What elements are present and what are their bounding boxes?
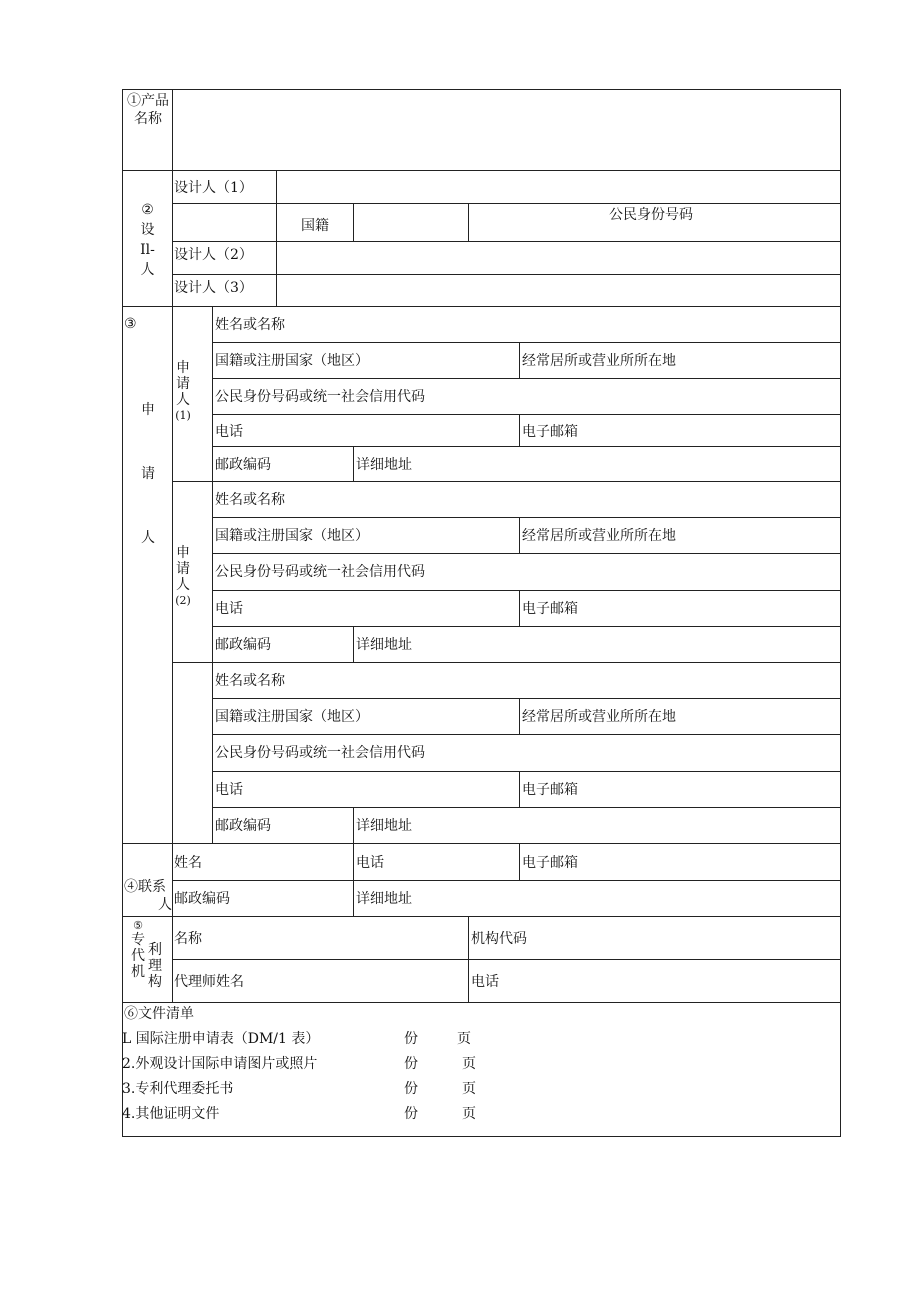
designer-id-label: 公民身份号码	[609, 207, 693, 223]
applicant-2-name-cell[interactable]	[212, 481, 841, 518]
product-label: ①产品名称	[127, 93, 169, 127]
applicant-1-name-cell[interactable]	[212, 306, 841, 343]
agency-number: ⑤	[133, 919, 143, 932]
designer-section-label-cell	[122, 170, 173, 307]
applicant-1-label-cell	[172, 306, 213, 482]
designer-1-field[interactable]	[276, 170, 841, 204]
applicant-1-id-label: 公民身份号码或统一社会信用代码	[215, 389, 425, 405]
contact-postal-label: 邮政编码	[174, 891, 230, 907]
applicant-2-char-2: 请	[176, 561, 190, 577]
designer-nationality-field[interactable]	[353, 203, 469, 242]
designer-label-1: ②	[141, 202, 154, 218]
applicant-2-phone-cell[interactable]	[212, 590, 520, 627]
file-item-4-pages[interactable]: 页	[462, 1106, 476, 1122]
designer-2-label-cell	[172, 241, 277, 275]
applicant-2-char-1: 申	[176, 545, 190, 561]
applicant-3-residence-label: 经常居所或营业所所在地	[522, 709, 676, 725]
contact-label-a: ④联系	[124, 879, 166, 895]
file-item-1-label: L 国际注册申请表（DM/1 表）	[122, 1031, 320, 1047]
designer-label-3: Il-	[140, 242, 155, 258]
agency-name-cell[interactable]	[172, 916, 469, 960]
applicant-2-id-cell[interactable]	[212, 553, 841, 591]
applicant-3-postal-label: 邮政编码	[215, 818, 271, 834]
applicant-2-address-label: 详细地址	[356, 637, 412, 653]
agency-agent-name-label: 代理师姓名	[174, 974, 244, 990]
applicant-2-email-label: 电子邮箱	[522, 601, 578, 617]
applicant-3-phone-label: 电话	[215, 782, 243, 798]
file-item-3-copies[interactable]: 份	[404, 1081, 418, 1097]
contact-label-cell	[122, 843, 173, 917]
designer-id-cell	[468, 203, 841, 242]
agency-col2-char-3: 构	[148, 974, 162, 990]
applicant-1-country-cell[interactable]	[212, 342, 520, 379]
file-list-cell	[122, 1002, 841, 1137]
applicant-1-index: (1)	[175, 409, 191, 422]
contact-email-label: 电子邮箱	[522, 855, 578, 871]
applicant-section-char-3: 人	[141, 530, 155, 546]
applicant-1-address-label: 详细地址	[356, 457, 412, 473]
applicant-2-label-cell	[172, 481, 213, 663]
applicant-2-name-label: 姓名或名称	[215, 492, 285, 508]
applicant-1-residence-label: 经常居所或营业所所在地	[522, 353, 676, 369]
applicant-section-label-cell	[122, 306, 173, 844]
contact-phone-label: 电话	[356, 855, 384, 871]
applicant-1-name-label: 姓名或名称	[215, 317, 285, 333]
applicant-1-postal-cell[interactable]	[212, 446, 354, 482]
applicant-2-email-cell[interactable]	[519, 590, 841, 627]
applicant-section-char-1: 申	[141, 402, 155, 418]
agency-col2-char-2: 理	[148, 958, 162, 974]
agency-name-label: 名称	[174, 931, 202, 947]
designer-label-2: 设	[140, 222, 155, 238]
applicant-3-name-cell[interactable]	[212, 662, 841, 699]
applicant-3-address-cell[interactable]	[353, 807, 841, 844]
designer-label-4: 人	[140, 262, 155, 278]
designer-2-field[interactable]	[276, 241, 841, 275]
applicant-2-country-label: 国籍或注册国家（地区）	[215, 528, 369, 544]
applicant-2-residence-label: 经常居所或营业所所在地	[522, 528, 676, 544]
contact-name-label: 姓名	[174, 855, 202, 871]
agency-col1-char-2: 代	[131, 948, 145, 964]
applicant-2-postal-label: 邮政编码	[215, 637, 271, 653]
applicant-1-char-2: 请	[176, 376, 190, 392]
applicant-3-name-label: 姓名或名称	[215, 673, 285, 689]
agency-agent-name-cell[interactable]	[172, 959, 469, 1003]
applicant-3-address-label: 详细地址	[356, 818, 412, 834]
file-item-2-copies[interactable]: 份	[404, 1056, 418, 1072]
applicant-2-residence-cell[interactable]	[519, 517, 841, 554]
applicant-section-char-2: 请	[141, 466, 155, 482]
agency-col1-char-3: 机	[131, 964, 145, 980]
applicant-2-postal-cell[interactable]	[212, 626, 354, 663]
applicant-2-index: (2)	[175, 594, 191, 607]
designer-1-label-cell	[172, 170, 277, 204]
applicant-2-country-cell[interactable]	[212, 517, 520, 554]
contact-address-label: 详细地址	[356, 891, 412, 907]
file-list-title: ⑥文件清单	[124, 1006, 194, 1022]
agency-col1-char-1: 专	[131, 932, 145, 948]
applicant-1-char-1: 申	[176, 360, 190, 376]
agency-col2-char-1: 利	[148, 942, 162, 958]
contact-label-b: 人	[158, 897, 172, 913]
applicant-3-id-cell[interactable]	[212, 734, 841, 772]
applicant-1-country-label: 国籍或注册国家（地区）	[215, 353, 369, 369]
applicant-1-phone-label: 电话	[215, 424, 243, 440]
designer-blank-cell[interactable]	[172, 203, 277, 242]
contact-email-cell[interactable]	[519, 843, 841, 881]
applicant-3-phone-cell[interactable]	[212, 771, 520, 808]
designer-1-label: 设计人（1）	[174, 180, 253, 196]
applicant-1-postal-label: 邮政编码	[215, 457, 271, 473]
applicant-3-email-label: 电子邮箱	[522, 782, 578, 798]
file-item-2-pages[interactable]: 页	[462, 1056, 476, 1072]
file-item-4-label: 4.其他证明文件	[122, 1106, 220, 1122]
applicant-3-residence-cell[interactable]	[519, 698, 841, 735]
applicant-3-label-cell	[172, 662, 213, 844]
file-item-1-copies[interactable]: 份	[404, 1031, 418, 1047]
agency-phone-label: 电话	[471, 974, 499, 990]
contact-address-cell[interactable]	[353, 880, 841, 917]
applicant-2-address-cell[interactable]	[353, 626, 841, 663]
file-item-1-pages[interactable]: 页	[457, 1031, 471, 1047]
applicant-1-email-label: 电子邮箱	[522, 424, 578, 440]
applicant-3-email-cell[interactable]	[519, 771, 841, 808]
designer-3-field[interactable]	[276, 274, 841, 307]
applicant-section-number: ③	[124, 316, 137, 332]
applicant-1-address-cell[interactable]	[353, 446, 841, 482]
agency-org-code-label: 机构代码	[471, 931, 527, 947]
contact-postal-cell[interactable]	[172, 880, 354, 917]
applicant-2-char-3: 人	[176, 577, 190, 593]
agency-org-code-cell[interactable]	[468, 916, 841, 960]
file-item-4-copies[interactable]: 份	[404, 1106, 418, 1122]
applicant-3-id-label: 公民身份号码或统一社会信用代码	[215, 745, 425, 761]
product-label-cell	[122, 89, 173, 171]
designer-nationality-label: 国籍	[301, 218, 329, 234]
applicant-3-country-cell[interactable]	[212, 698, 520, 735]
applicant-1-residence-cell[interactable]	[519, 342, 841, 379]
applicant-1-id-cell[interactable]	[212, 378, 841, 415]
file-item-3-pages[interactable]: 页	[462, 1081, 476, 1097]
agency-phone-cell[interactable]	[468, 959, 841, 1003]
applicant-1-phone-cell[interactable]	[212, 414, 520, 447]
applicant-1-char-3: 人	[176, 392, 190, 408]
applicant-2-id-label: 公民身份号码或统一社会信用代码	[215, 564, 425, 580]
applicant-1-email-cell[interactable]	[519, 414, 841, 447]
file-item-2-label: 2.外观设计国际申请图片或照片	[122, 1056, 318, 1072]
contact-phone-cell[interactable]	[353, 843, 520, 881]
agency-label-cell	[122, 916, 173, 1003]
contact-name-cell[interactable]	[172, 843, 354, 881]
applicant-3-postal-cell[interactable]	[212, 807, 354, 844]
file-item-3-label: 3.专利代理委托书	[122, 1081, 234, 1097]
designer-nationality-label-cell	[276, 203, 354, 242]
designer-2-label: 设计人（2）	[174, 247, 253, 263]
applicant-2-phone-label: 电话	[215, 601, 243, 617]
designer-3-label-cell	[172, 274, 277, 307]
product-name-field[interactable]	[172, 89, 841, 171]
applicant-3-country-label: 国籍或注册国家（地区）	[215, 709, 369, 725]
designer-3-label: 设计人（3）	[174, 280, 253, 296]
